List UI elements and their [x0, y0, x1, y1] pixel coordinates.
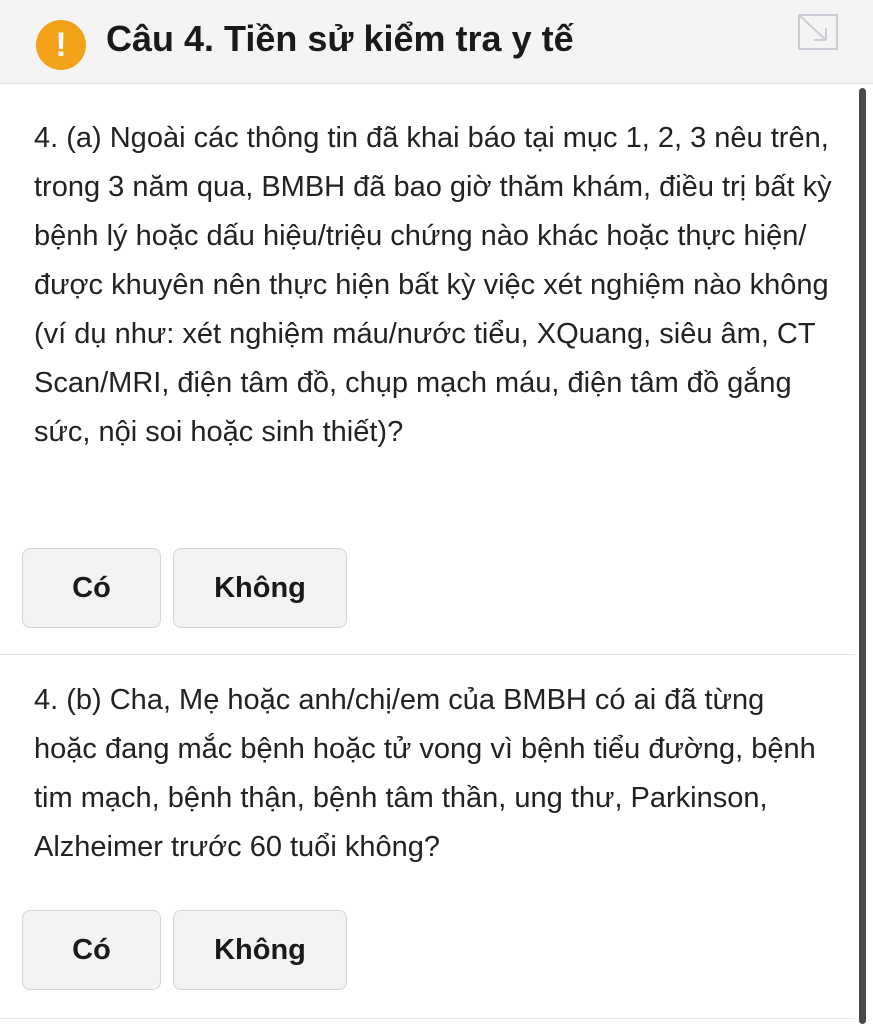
question-4b-no-button[interactable]: Không — [173, 910, 347, 990]
section-title: Câu 4. Tiền sử kiểm tra y tế — [106, 18, 574, 59]
exclamation-icon: ! — [36, 20, 86, 70]
vertical-scrollbar[interactable] — [859, 88, 866, 1024]
question-divider — [0, 1018, 855, 1019]
question-4a-no-button[interactable]: Không — [173, 548, 347, 628]
question-divider — [0, 654, 855, 655]
question-4b-text: 4. (b) Cha, Mẹ hoặc anh/chị/em của BMBH có ai đã từng hoặc đang mắc bệnh hoặc tử vong vì bệnh tiểu đường, bệnh tim mạch, bệnh thận, bệnh tâm thần, ung thư, Parkinson, Alzheimer trước 60 tuổi không? — [34, 684, 816, 863]
question-4b-yes-button[interactable]: Có — [22, 910, 161, 990]
question-4a-text: 4. (a) Ngoài các thông tin đã khai báo tại mục 1, 2, 3 nêu trên, trong 3 năm qua, BMBH đã bao giờ thăm khám, điều trị bất kỳ bệnh lý hoặc dấu hiệu/triệu chứng nào khác hoặc thực hiện/được khuyên nên thực hiện bất kỳ việc xét nghiệm nào không (ví dụ như: xét nghiệm máu/nước tiểu, XQuang, siêu âm, CT Scan/MRI, điện tâm đồ, chụp mạch máu, điện tâm đồ gắng sức, nội soi hoặc sinh thiết)? — [34, 122, 832, 448]
collapse-section-icon[interactable] — [796, 12, 840, 52]
section-header — [0, 0, 873, 84]
question-4a-yes-button[interactable]: Có — [22, 548, 161, 628]
